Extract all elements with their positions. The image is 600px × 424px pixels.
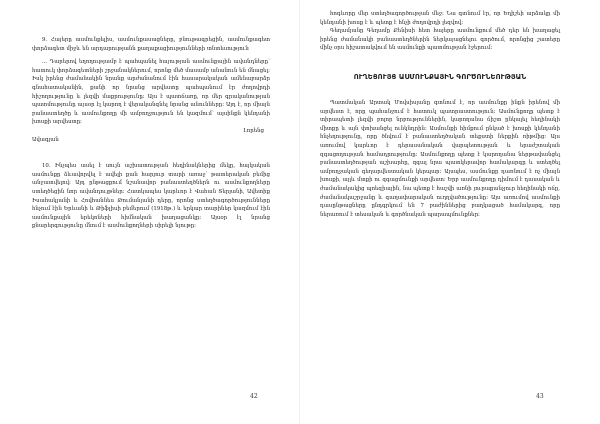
page-number-right: 43 xyxy=(536,393,544,400)
item10-body: 10. Ինչպես ասել է սույն աշխատության հեղինակներից մեկը, հայկական ասմունքը ձևավորվել է ավելի քան հարյուր տարի առաջ՝ թատերական բեմից անջատվելով։ Այդ ընթացքում նշանավոր բանաստեղծներն ու ասմունքողները ստեղծեցին նոր ավանդույթներ։ Հատկապես կարևոր է Վահան Տերյանի, Ավետիք Իսահակյանի և Հովհաննես Թումանյանի դերը, որոնց ստեղծագործությունները հնչում էին Երևանի և Թիֆլիսի բեմերում (1918թ.) և երկար տարիներ կազմում էին ասմունքային երեկոների հիմնական խաղացանկը։ Այսօր էլ նրանց քնարերգությունը մնում է ասմունքողների սիրելի նյութը։ xyxy=(32,163,270,230)
item9-body: ... Դարերով եղողությամբ է պահպանել հայության ասմունքային ավանդները՝ հատուկ փորձագետների շրջանակներում, որոնք մեծ մասամբ անանուն են մնացել։ Իսկ իրենց ժամանակին նրանք արժանանում էին հասարակական ամենաբարձր գնահատականին, քանի որ նրանց արվեստը պահպանում էր ժողովրդի հիշողությունը և լեզվի մաքրությունը։ Այս է պատճառը, որ մեր գրականության պատմությունը այսօր էլ կարող է վերականգնել նրանց անունները։ Այդ է, որ միայն բանաստեղծը և ասմունքողը մի ամբողջություն են կազմում՝ այսինքն կենդանի խոսքի արվեստը։ xyxy=(32,59,270,126)
intro-text: հոգևորը մեր ստեղծագործության մեջ։ Նա գտնում էր, որ Եղիշեի արձակը մի կենդանի խոսք է և պետք է հնչի ժողովրդի լեզվով։ xyxy=(320,11,560,26)
item9-signature-name: Ավագյան xyxy=(32,136,59,143)
page-number-left: 42 xyxy=(250,393,258,400)
section-heading: ՈՒՂԵՑՈՒՅՑ ԱՍՄՈՒՆՔԱՅԻՆ ԳՈՐԾՈՒՆԵՈՒԹՅԱՆ xyxy=(353,72,527,81)
right-page xyxy=(300,0,600,424)
section-body: Պատմական Արտակ Մովսիսյանը գտնում է, որ ասմունքը ինքն իրենով մի արվեստ է, որը պահանջում է հատուկ պատրաստություն։ Ասմունքողը պետք է տիրապետի լեզվի բոլոր նրբություններին, կարողանա ճիշտ ընկալել հեղինակի միտքը և այն փոխանցել ունկնդրին։ Ասմունքի հիմքում ընկած է խոսքի կենդանի հնչեղությունը, որը ծնվում է բանաստեղծական տեքստի ներքին ռիթմից։ Այս առումով կարևոր է դերասանական վարպետության և երաժշտական զգացողության համադրությունը։ Ասմունքողը պետք է կարողանա ներթափանցել բանաստեղծության աշխարհը, զգալ նրա պատկերավոր համակարգը և ստեղծել ամբողջական գեղարվեստական կերպար։ Այսպես, ասմունքը դառնում է ոչ միայն խոսքի, այլև մտքի ու զգացմունքի արվեստ։ Երբ ասմունքողը դիմում է դասական և ժամանակակից պոեզիային, նա պետք է հաշվի առնի յուրաքանչյուր հեղինակի ոճը, ժամանակաշրջանը և գաղափարական ուղղվածությունը։ Այս առումով ասմունքի դասընթացները ընդգրկում են 7 բաժիններից բաղկացած համակարգ, որը ներառում է տեսական և գործնական պարապմունքներ։ xyxy=(320,99,560,218)
intro-text-2: Գեղամյանը Գեղամը Քենիսի հետ հայերը ասմունքում մեծ դեր են խաղացել իրենց ժամանակի բանաստեղծներին ներկայացնելու գործում, որոնցից շատերը մինչ օրս հիշատակվում են ասմունքի պատմության էջերում։ xyxy=(320,28,560,52)
item9-title: 9. Հայերը ասմունքելիս, ասմունքասացները, բնութագրեցին, ասմունքագետ փորձագետ միջև են արդարությանն քաղաքացիությունների տնտեսություն xyxy=(32,37,270,52)
item9-signature: Լորենց xyxy=(243,127,264,134)
